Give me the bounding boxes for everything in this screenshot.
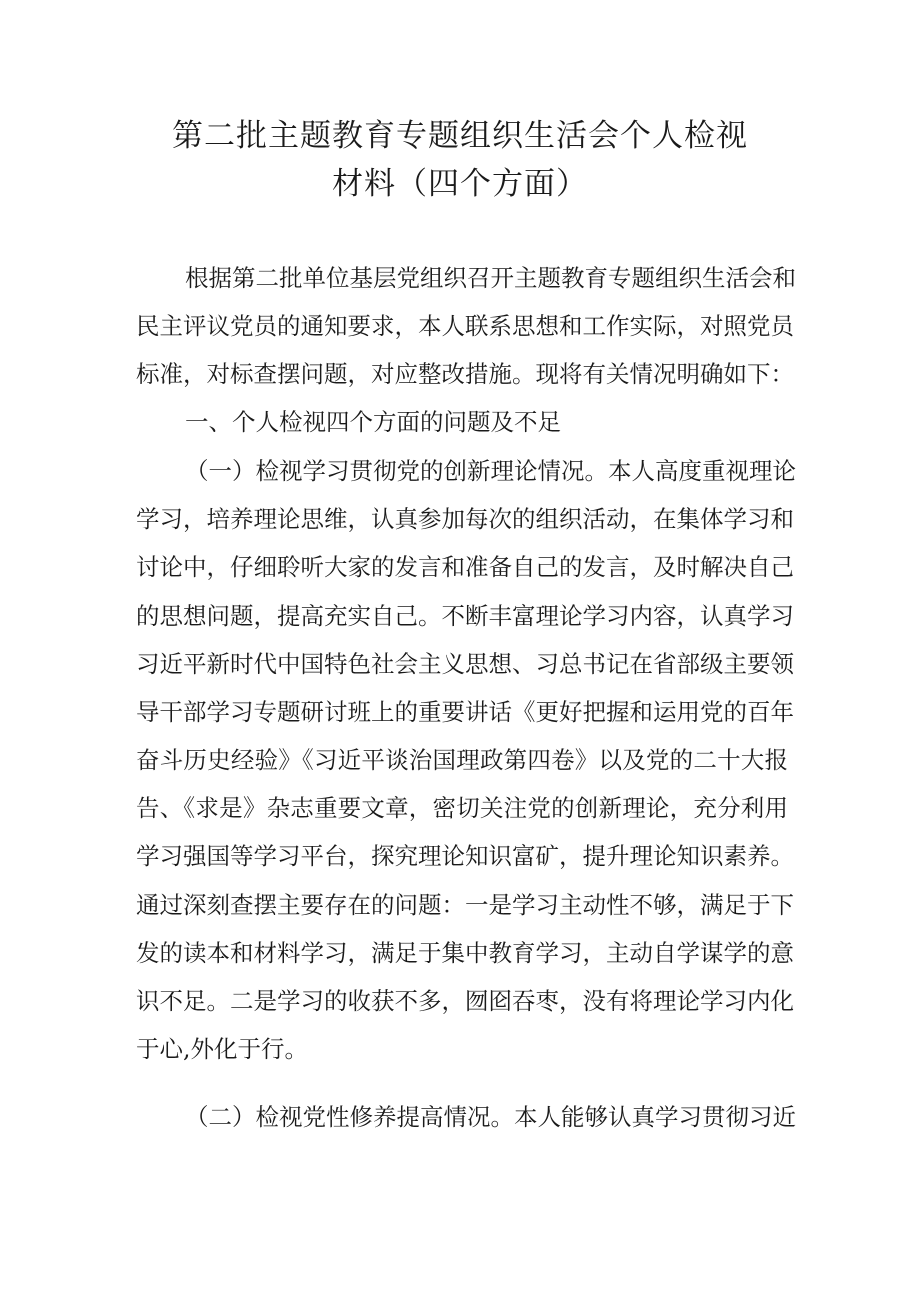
- item-1-line-8: 告、《求是》杂志重要文章，密切关注党的创新理论，充分利用: [136, 794, 788, 822]
- item-1-line-11: 发的读本和材料学习，满足于集中教育学习，主动自学谋学的意: [136, 939, 794, 967]
- intro-line-1: 根据第二批单位基层党组织召开主题教育专题组织生活会和: [185, 264, 796, 292]
- item-1-line-10: 通过深刻查摆主要存在的问题：一是学习主动性不够，满足于下: [136, 891, 794, 919]
- intro-line-3: 标准，对标查摆问题，对应整改措施。现将有关情况明确如下：: [136, 360, 794, 388]
- item-1-line-13: 于心,外化于行。: [136, 1035, 308, 1063]
- document-title-line-2: 材料（四个方面）: [332, 166, 588, 202]
- document-title-line-1: 第二批主题教育专题组织生活会个人检视: [172, 118, 748, 154]
- item-1-line-2: 学习，培养理论思维，认真参加每次的组织活动，在集体学习和: [136, 505, 794, 533]
- intro-line-2: 民主评议党员的通知要求，本人联系思想和工作实际，对照党员: [136, 312, 794, 340]
- item-1-line-4: 的思想问题，提高充实自己。不断丰富理论学习内容，认真学习: [136, 602, 794, 630]
- item-1-line-1: （一）检视学习贯彻党的创新理论情况。本人高度重视理论: [185, 457, 796, 485]
- item-1-line-3: 讨论中，仔细聆听大家的发言和准备自己的发言，及时解决自己: [136, 553, 794, 581]
- item-1-line-6: 导干部学习专题研讨班上的重要讲话《更好把握和运用党的百年: [136, 698, 794, 726]
- item-1-line-12: 识不足。二是学习的收获不多，囫囵吞枣，没有将理论学习内化: [136, 987, 794, 1015]
- item-1-line-7: 奋斗历史经验》《习近平谈治国理政第四卷》以及党的二十大报: [136, 746, 788, 774]
- item-1-line-5: 习近平新时代中国特色社会主义思想、习总书记在省部级主要领: [136, 650, 794, 678]
- item-1-line-9: 学习强国等学习平台，探究理论知识富矿，提升理论知识素养。: [136, 842, 794, 870]
- item-2-line-1: （二）检视党性修养提高情况。本人能够认真学习贯彻习近: [185, 1103, 796, 1131]
- section-heading-1: 一、个人检视四个方面的问题及不足: [185, 408, 561, 436]
